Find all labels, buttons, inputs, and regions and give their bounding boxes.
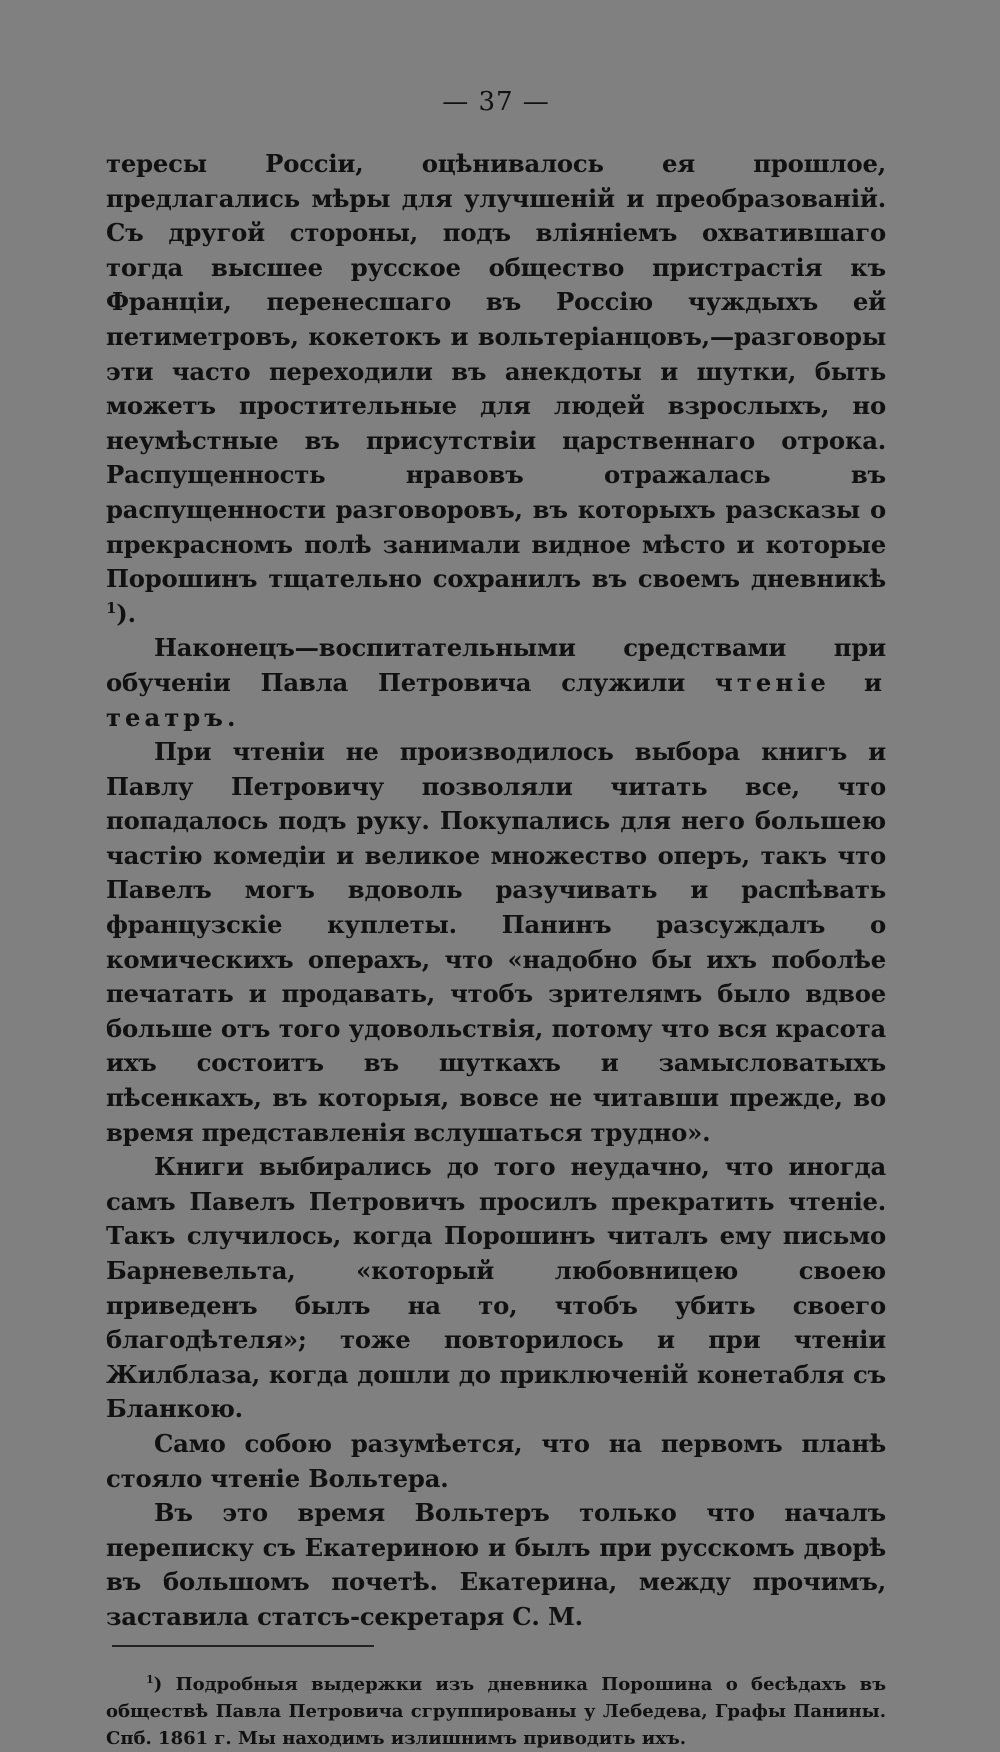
footnotes: [106, 1671, 886, 1752]
footnote-1: [106, 1671, 886, 1752]
footnote-reference: 1: [106, 598, 117, 617]
paragraph-3: При чтеніи не производилось выбора книгъ и Павлу Петровичу позволяли читать все, что попадалось подъ руку. Покупались для него большею частію комедіи и великое множество оперъ, такъ что Павелъ могъ вдоволь разучивать и распѣвать французскіе куплеты. Панинъ разсуждалъ о комическихъ операхъ, что «надобно бы ихъ поболѣе печатать и продавать, чтобъ зрителямъ было вдвое больше отъ того удовольствія, потому что вся красота ихъ состоитъ въ шуткахъ и замысловатыхъ пѣсенкахъ, въ которыя, вовсе не читавши прежде, во время представленія вслушаться трудно».: [106, 737, 886, 1147]
paragraph-1-tail: ).: [116, 598, 136, 628]
page-number: — 37 —: [442, 87, 550, 117]
paragraph-2-text: Наконецъ—воспитательными средствами при обученіи Павла Петровича служили: [106, 633, 886, 697]
paragraph-2-emphasis: чтеніе и театръ: [106, 667, 886, 732]
footnote-1-text: ) Подробныя выдержки изъ дневника Порошина о бесѣдахъ въ обществѣ Павла Петровича сгруппированы у Лебедева, Графы Панины. Спб. 1861 г. Мы находимъ излишнимъ приводить ихъ.: [106, 1673, 886, 1749]
paragraph-1: [106, 147, 886, 631]
paragraph-1-text: тересы Россіи, оцѣнивалось ея прошлое, предлагались мѣры для улучшеній и преобразованій. Съ другой стороны, подъ вліяніемъ охватившаго тогда высшее русское общество пристрастія къ Франціи, перенесшаго въ Россію чуждыхъ ей петиметровъ, кокетокъ и вольтеріанцовъ,—разговоры эти часто переходили въ анекдоты и шутки, быть можетъ простительные для людей взрослыхъ, но неумѣстные въ присутствіи царственнаго отрока. Распущенность нравовъ отражалась въ распущенности разговоровъ, въ которыхъ разсказы о прекрасномъ полѣ занимали видное мѣсто и которые Порошинъ тщательно сохранилъ въ своемъ дневникѣ: [106, 149, 886, 594]
paragraph-4: Книги выбирались до того неудачно, что иногда самъ Павелъ Петровичъ просилъ прекратить чтеніе. Такъ случилось, когда Порошинъ читалъ ему письмо Барневельта, «который любовницею своею приведенъ былъ на то, чтобъ убить своего благодѣтеля»; тоже повторилось и при чтеніи Жилблаза, когда дошли до приключеній конетабля съ Бланкою.: [106, 1152, 886, 1424]
footnote-mark: 1: [146, 1672, 154, 1686]
body-text: [106, 147, 886, 1635]
paragraph-5: Само собою разумѣется, что на первомъ планѣ стояло чтеніе Вольтера.: [106, 1428, 886, 1493]
paragraph-6: Въ это время Вольтеръ только что началъ переписку съ Екатериною и былъ при русскомъ дворѣ въ большомъ почетѣ. Екатерина, между прочимъ, заставила статсъ-секретаря С. М.: [106, 1498, 886, 1631]
paragraph-2-tail: .: [226, 702, 236, 732]
book-page: [106, 82, 886, 1752]
footnote-divider: [112, 1645, 374, 1647]
paragraph-2: [106, 631, 886, 735]
